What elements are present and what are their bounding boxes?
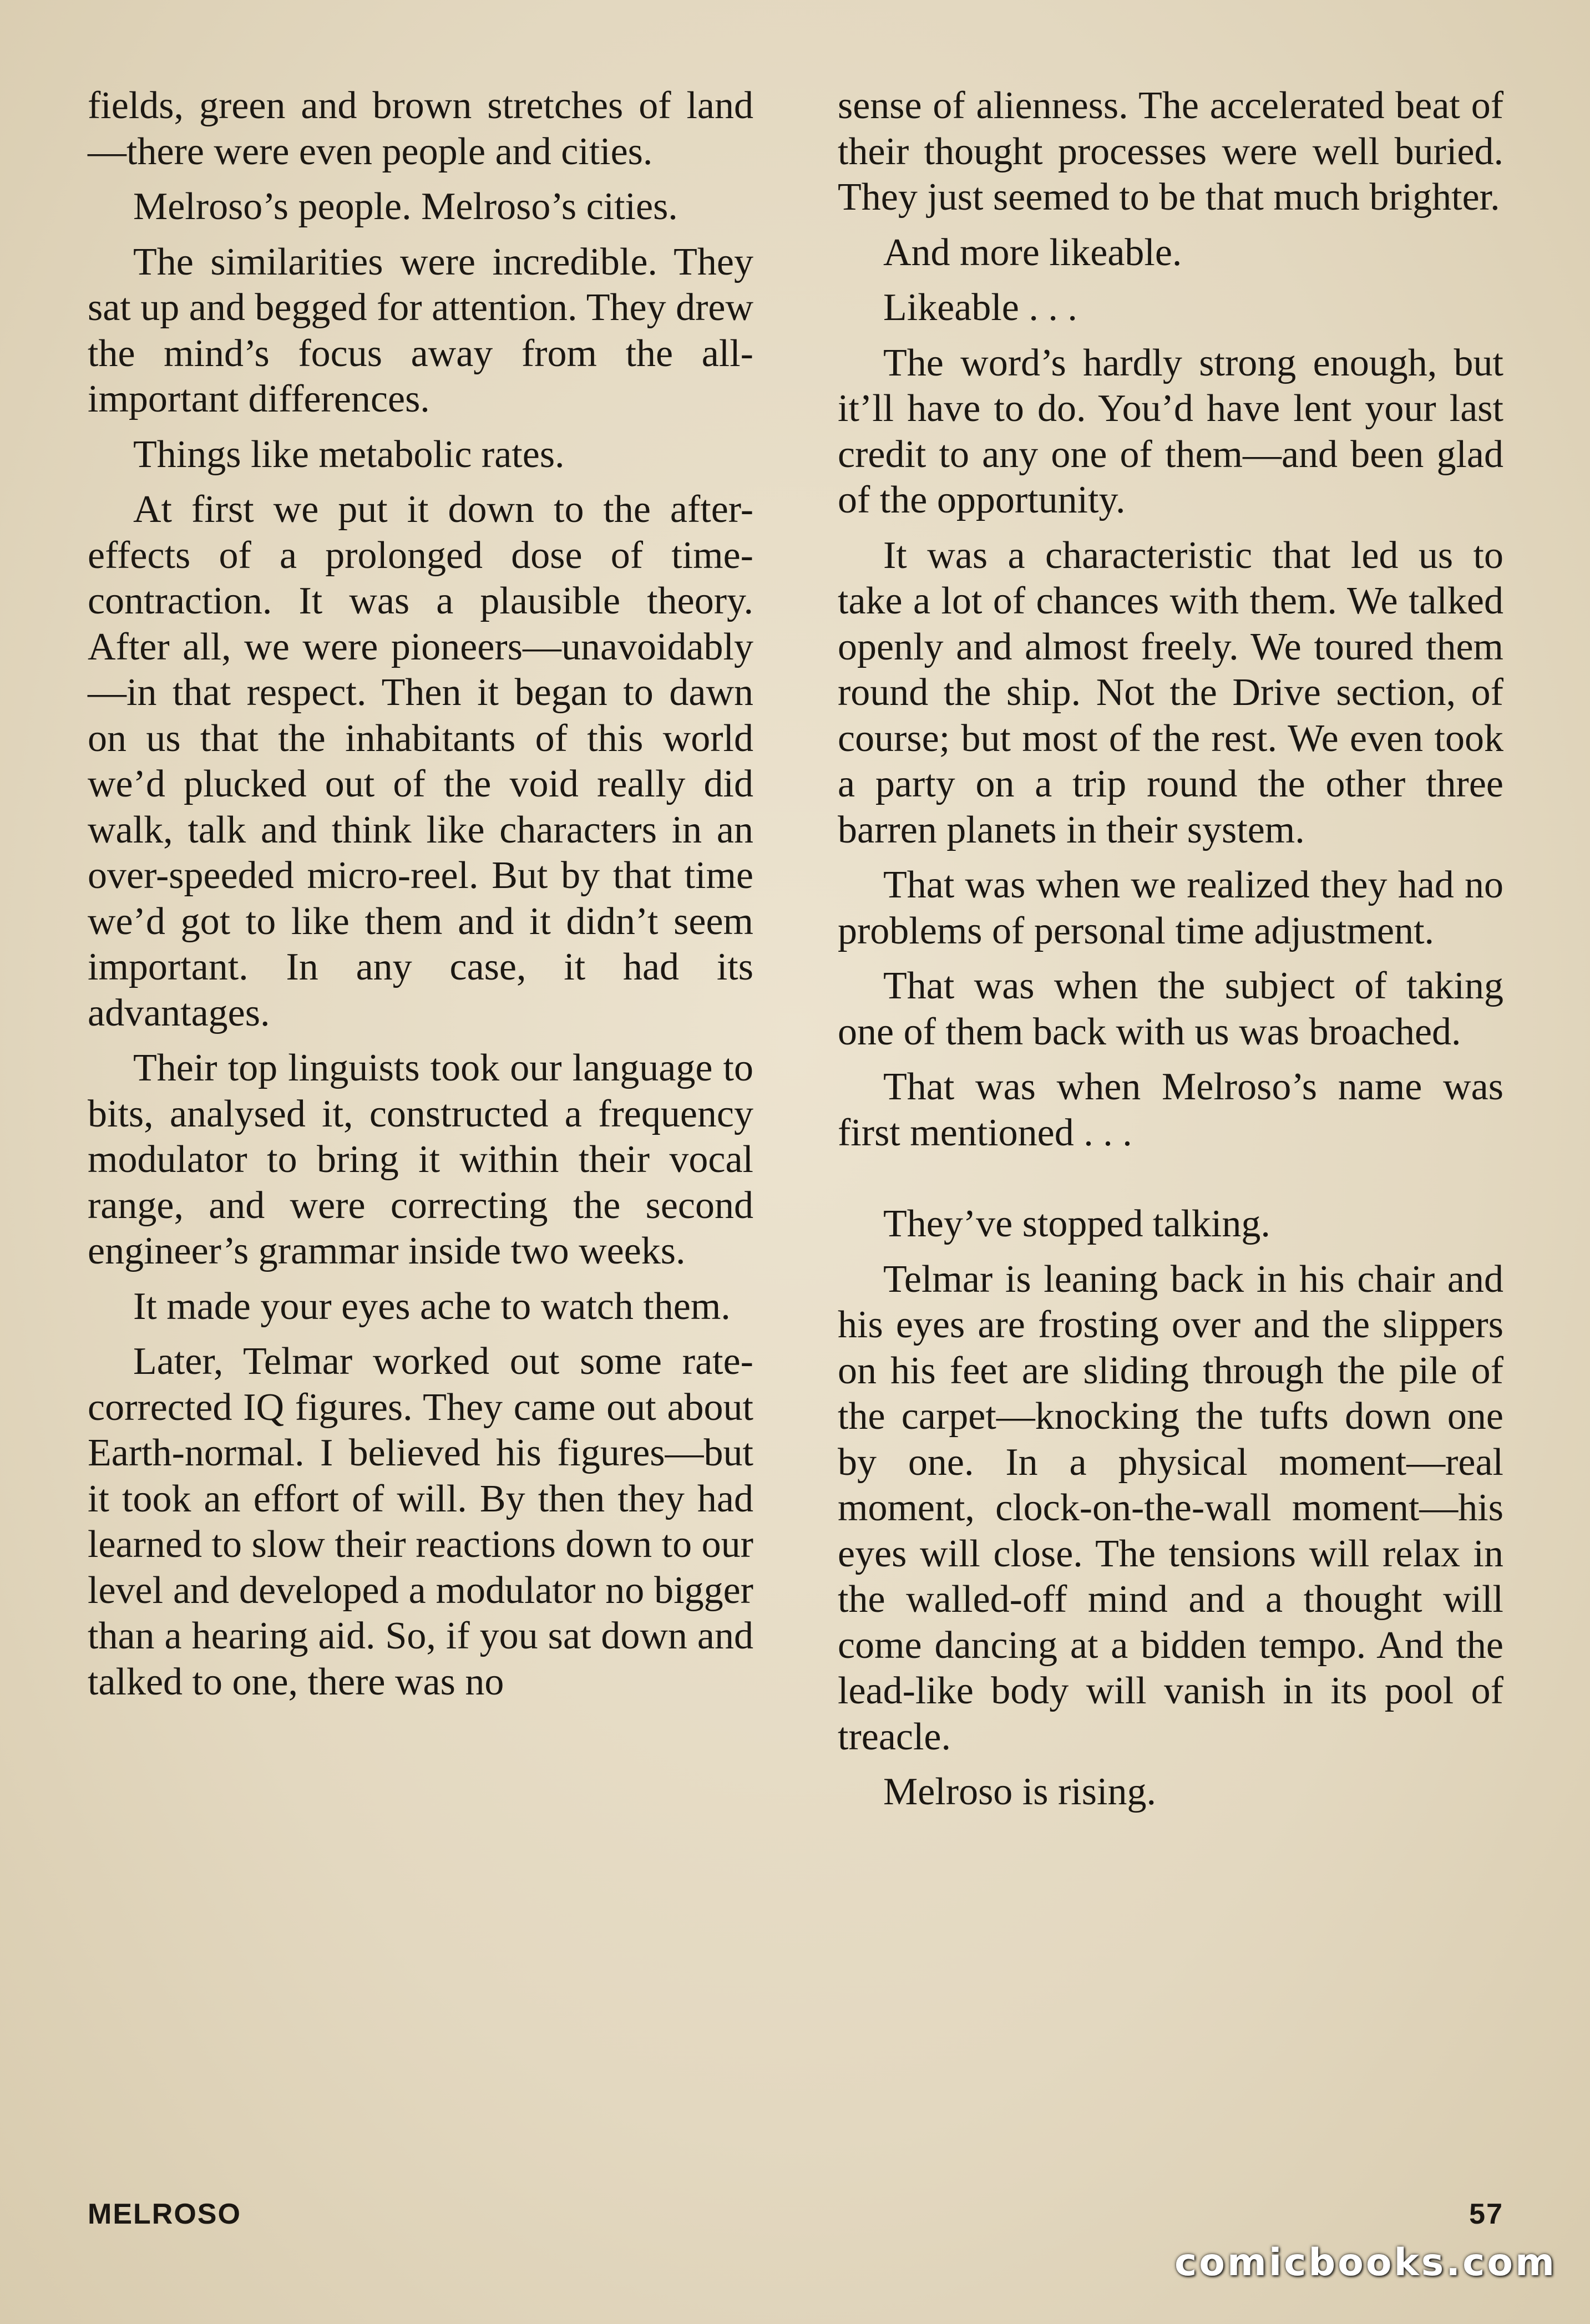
- paragraph: Things like metabolic rates.: [133, 433, 565, 476]
- paragraph: At first we put it down to the after-effects of a prolonged dose of time-contraction. It was a plausible theory. After all, we were pioneers—unavoidably—in that respect. Then it began to dawn on us that the inhabitants of this world we’d plucked out of the void really did walk, talk and think like characters in an over-speeded micro-reel. But by that time we’d got to like them and it didn’t seem important. In any case, it had its advantages.: [88, 488, 753, 1034]
- paragraph: sense of alienness. The accelerated beat of their thought processes were well buried. They just seemed to be that much brighter.: [838, 84, 1503, 219]
- paragraph: Telmar is leaning back in his chair and his eyes are frosting over and the slippers on his feet are sliding through the pile of the carpet—knocking the tufts down one by one. In a physical moment—real moment, clock-on-the-wall moment—his eyes will close. The tensions will relax in the walled-off mind and a thought will come dancing at a bidden tempo. And the lead-like body will vanish in its pool of treacle.: [838, 1257, 1503, 1758]
- right-text-column: [838, 83, 1503, 1825]
- paragraph: Later, Telmar worked out some rate-corrected IQ figures. They came out about Earth-normal. I believed his figures—but it took an effort of will. By then they had learned to slow their reactions down to our level and developed a modulator no bigger than a hearing aid. So, if you sat down and talked to one, there was no: [88, 1340, 753, 1703]
- watermark: comicbooks.com: [1174, 2241, 1557, 2285]
- paragraph: The word’s hardly strong enough, but it’ll have to do. You’d have lent your last credit to any one of them—and been glad of the opportunity.: [838, 341, 1503, 521]
- paragraph: That was when we realized they had no problems of personal time adjustment.: [838, 864, 1503, 952]
- paragraph: And more likeable.: [883, 231, 1182, 274]
- running-title: MELROSO: [88, 2198, 241, 2230]
- left-text-column: [88, 83, 753, 1714]
- paragraph: Their top linguists took our language to bits, analysed it, constructed a frequency modulator to bring it within their vocal range, and were correcting the second engineer’s grammar inside two weeks.: [88, 1047, 753, 1272]
- paragraph: Melroso’s people. Melroso’s cities.: [133, 185, 678, 228]
- paragraph: The similarities were incredible. They sat up and begged for attention. They drew the mind’s focus away from the all-important differences.: [88, 240, 754, 420]
- paragraph: Likeable . . .: [883, 286, 1077, 329]
- paragraph: It was a characteristic that led us to take a lot of chances with them. We talked openly and almost freely. We toured them round the ship. Not the Drive section, of course; but most of the rest. We even took a party on a trip round the other three barren planets in their system.: [838, 534, 1503, 851]
- paragraph: They’ve stopped talking.: [883, 1202, 1270, 1245]
- paragraph: fields, green and brown stretches of land—there were even people and cities.: [88, 84, 753, 173]
- paragraph: Melroso is rising.: [883, 1770, 1156, 1813]
- paragraph: It made your eyes ache to watch them.: [133, 1285, 731, 1328]
- page-number: 57: [1469, 2198, 1503, 2230]
- paragraph: That was when the subject of taking one of them back with us was broached.: [838, 965, 1503, 1053]
- paragraph: That was when Melroso’s name was first mentioned . . .: [838, 1065, 1503, 1154]
